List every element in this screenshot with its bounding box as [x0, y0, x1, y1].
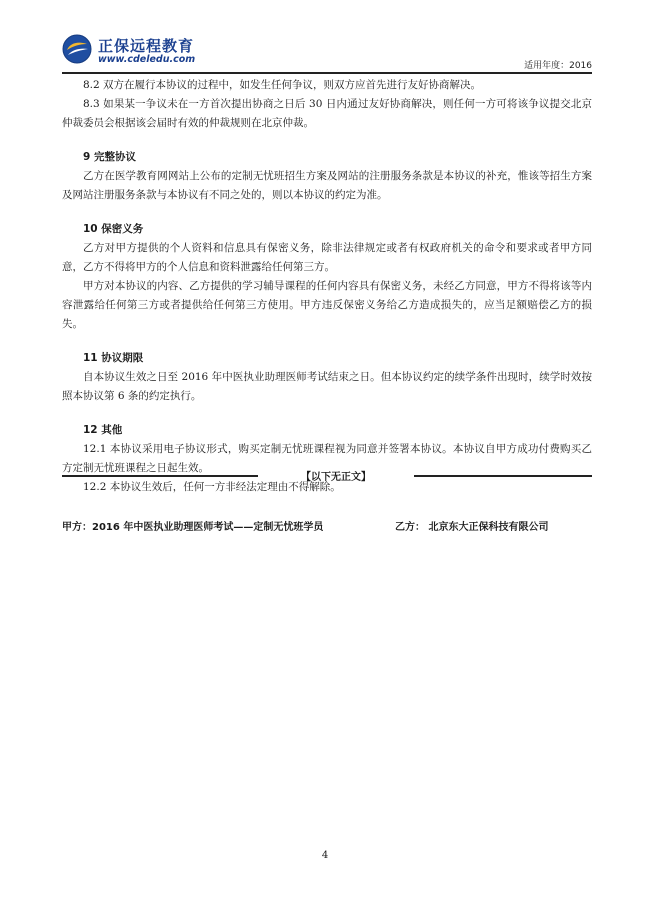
paragraph: 乙方对甲方提供的个人资料和信息具有保密义务，除非法律规定或者有权政府机关的命令和要求或者甲方同意，乙方不得将甲方的个人信息和资料泄露给任何第三方。 — [62, 242, 592, 273]
applicable-year: 适用年度：2016 — [524, 61, 592, 71]
section-8-continued — [62, 76, 592, 133]
section-10 — [62, 220, 592, 334]
paragraph: 乙方在医学教育网网站上公布的定制无忧班招生方案及网站的注册服务条款是本协议的补充，惟该等招生方案及网站注册服务条款与本协议有不同之处的，则以本协议的约定为准。 — [62, 170, 592, 201]
section-heading: 12 其他 — [83, 424, 123, 436]
section-heading: 9 完整协议 — [83, 151, 136, 163]
header-divider — [62, 72, 592, 74]
clause-8-3: 8.3 如果某一争议未在一方首次提出协商之日后 30 日内通过友好协商解决，则任何一方可将该争议提交北京仲裁委员会根据该会届时有效的仲裁规则在北京仲裁。 — [62, 98, 592, 129]
clause-12-2: 12.2 本协议生效后，任何一方非经法定理由不得解除。 — [83, 481, 341, 493]
party-b-signature: 乙方： 北京东大正保科技有限公司 — [395, 522, 549, 533]
page-header — [62, 32, 592, 74]
clause-8-2: 8.2 双方在履行本协议的过程中，如发生任何争议，则双方应首先进行友好协商解决。 — [83, 79, 482, 91]
party-a-signature: 甲方：2016 年中医执业助理医师考试——定制无忧班学员 — [62, 522, 324, 533]
end-marker-text: 【以下无正文】 — [301, 472, 371, 483]
divider-right — [414, 475, 592, 477]
section-12 — [62, 421, 592, 497]
company-logo-icon — [62, 34, 92, 64]
divider-left — [62, 475, 258, 477]
end-of-text-marker — [62, 467, 592, 483]
section-11 — [62, 349, 592, 406]
logo-title: 正保远程教育 — [98, 37, 195, 55]
page-number: 4 — [321, 850, 329, 861]
section-heading: 11 协议期限 — [83, 352, 144, 364]
paragraph: 自本协议生效之日至 2016 年中医执业助理医师考试结束之日。但本协议约定的续学条件出现时，续学时效按照本协议第 6 条的约定执行。 — [62, 371, 592, 402]
clause-12-1: 12.1 本协议采用电子协议形式，购买定制无忧班课程视为同意并签署本协议。本协议自甲方成功付费购买乙方定制无忧班课程之日起生效。 — [62, 443, 592, 474]
section-heading: 10 保密义务 — [83, 223, 144, 235]
paragraph: 甲方对本协议的内容、乙方提供的学习辅导课程的任何内容具有保密义务，未经乙方同意，甲方不得将该等内容泄露给任何第三方或者提供给任何第三方使用。甲方违反保密义务给乙方造成损失的，应当足额赔偿乙方的损失。 — [62, 280, 592, 330]
logo-url: www.cdeledu.com — [98, 54, 196, 65]
section-9 — [62, 148, 592, 205]
agreement-body — [62, 76, 592, 497]
